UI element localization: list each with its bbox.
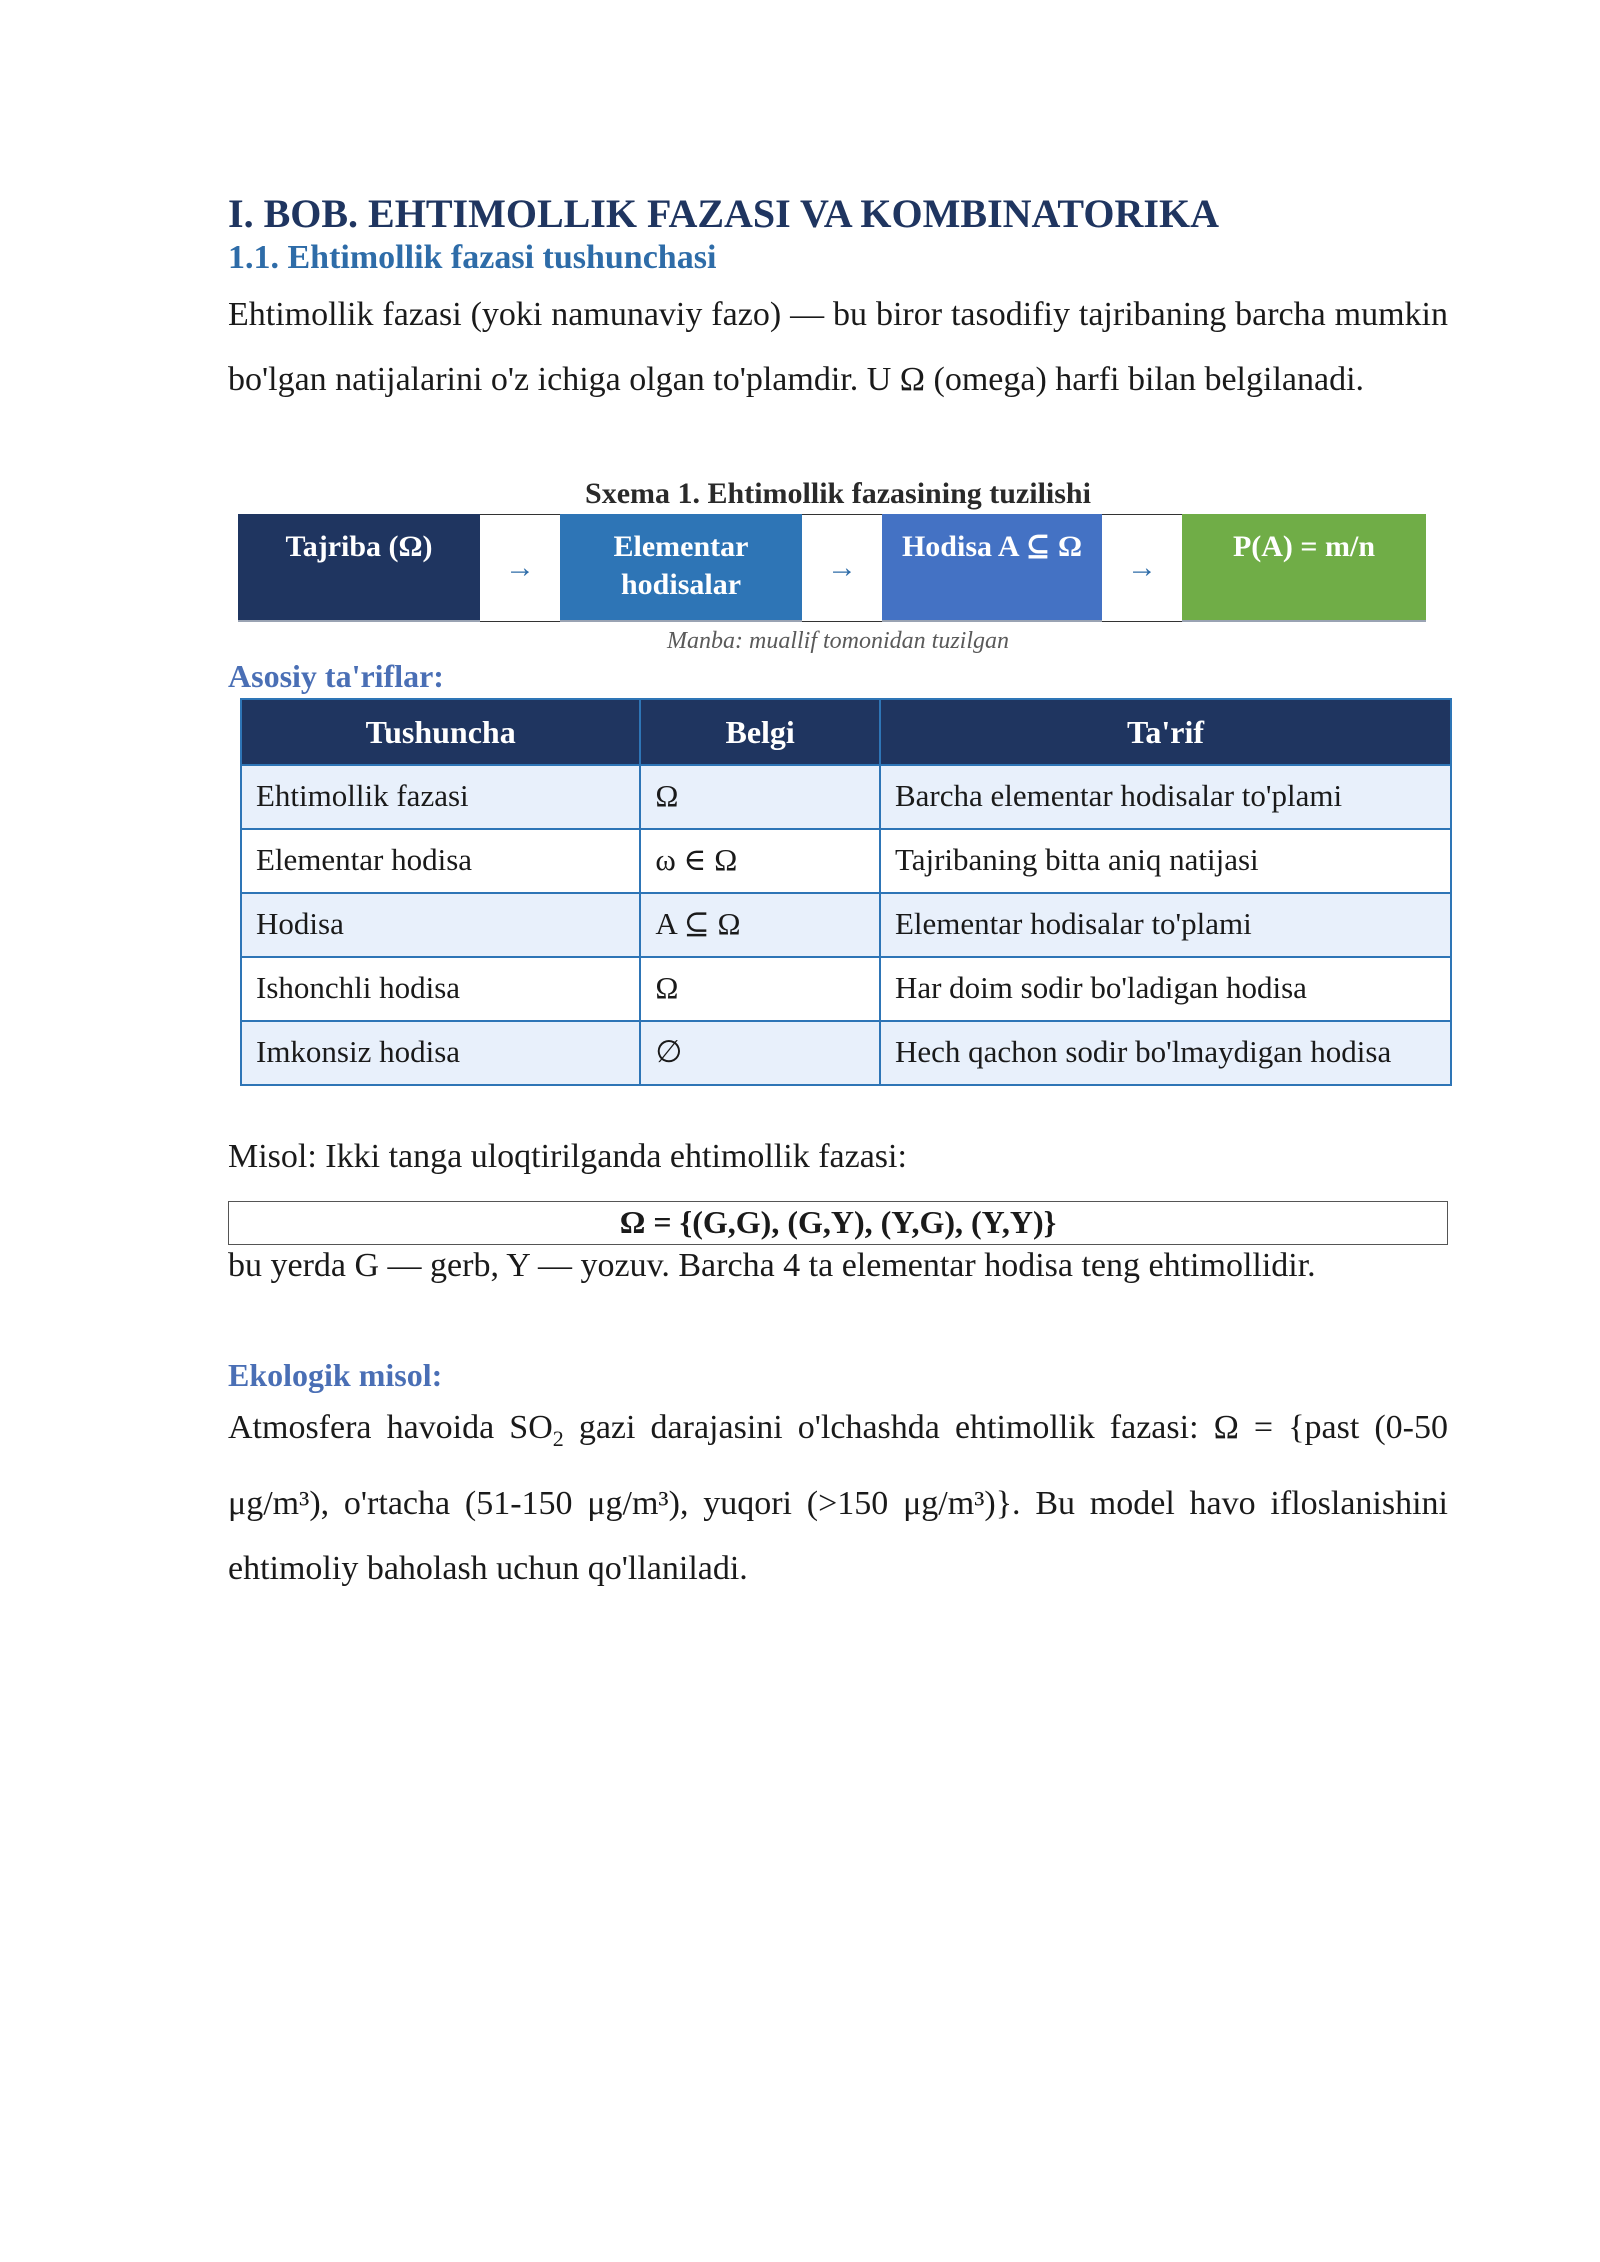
table-cell: Ehtimollik fazasi [241,765,640,829]
intro-paragraph: Ehtimollik fazasi (yoki namunaviy fazo) — bu biror tasodifiy tajribaning barcha mumkin bo'lgan natijalarini o'z ichiga olgan to'plamdir. U Ω (omega) harfi bilan belgilanadi. [228,296,1448,398]
eco-subscript: 2 [552,1425,564,1451]
definitions-heading: Asosiy ta'riflar: [228,658,444,694]
schema-box-event: Hodisa A ⊆ Ω [882,514,1102,622]
eco-heading: Ekologik misol: [228,1357,443,1393]
column-header: Ta'rif [880,699,1451,765]
column-header: Belgi [640,699,880,765]
example-intro: Misol: Ikki tanga uloqtirilganda ehtimollik fazasi: [228,1138,907,1175]
schema-box-elementary-events: Elementar hodisalar [560,514,802,622]
table-cell: Imkonsiz hodisa [241,1021,640,1085]
definitions-table [240,698,1452,1086]
table-row [241,957,1451,1021]
section-heading: 1.1. Ehtimollik fazasi tushunchasi [228,239,717,276]
eco-text-start: Atmosfera havoida SO [228,1409,553,1446]
schema-flow [238,514,1448,622]
table-row [241,893,1451,957]
schema-box-probability: P(A) = m/n [1182,514,1426,622]
column-header: Tushuncha [241,699,640,765]
table-cell: Ω [640,957,880,1021]
arrow-right-icon: → [480,514,560,622]
table-cell: ∅ [640,1021,880,1085]
table-cell: Hodisa [241,893,640,957]
eco-text-end: gazi darajasini o'lchashda ehtimollik fazasi: Ω = {past (0-50 μg/m³), o'rtacha (51-150 μg/m³), yuqori (>150 μg/m³)}. Bu model havo ifloslanishini ehtimoliy baholash uchun qo'llaniladi. [228,1409,1448,1587]
table-cell: Elementar hodisa [241,829,640,893]
example-note: bu yerda G — gerb, Y — yozuv. Barcha 4 ta elementar hodisa teng ehtimollidir. [228,1247,1316,1284]
table-row [241,765,1451,829]
table-row [241,829,1451,893]
chapter-heading: I. BOB. EHTIMOLLIK FAZASI VA KOMBINATORIKA [228,191,1219,236]
table-cell: Ω [640,765,880,829]
eco-paragraph [228,1395,1448,1601]
table-cell: Elementar hodisalar to'plami [880,893,1451,957]
table-header-row [241,699,1451,765]
table-row [241,1021,1451,1085]
schema-source: Manba: muallif tomonidan tuzilgan [667,628,1009,654]
table-cell: Hech qachon sodir bo'lmaydigan hodisa [880,1021,1451,1085]
table-cell: Tajribaning bitta aniq natijasi [880,829,1451,893]
table-cell: ω ∈ Ω [640,829,880,893]
table-cell: Barcha elementar hodisalar to'plami [880,765,1451,829]
table-cell: A ⊆ Ω [640,893,880,957]
table-cell: Ishonchli hodisa [241,957,640,1021]
schema-box-experiment: Tajriba (Ω) [238,514,480,622]
arrow-right-icon: → [802,514,882,622]
document-page [228,190,1448,1601]
schema-title: Sxema 1. Ehtimollik fazasining tuzilishi [585,477,1091,510]
arrow-right-icon: → [1102,514,1182,622]
table-cell: Har doim sodir bo'ladigan hodisa [880,957,1451,1021]
example-formula: Ω = {(G,G), (G,Y), (Y,G), (Y,Y)} [228,1201,1448,1245]
